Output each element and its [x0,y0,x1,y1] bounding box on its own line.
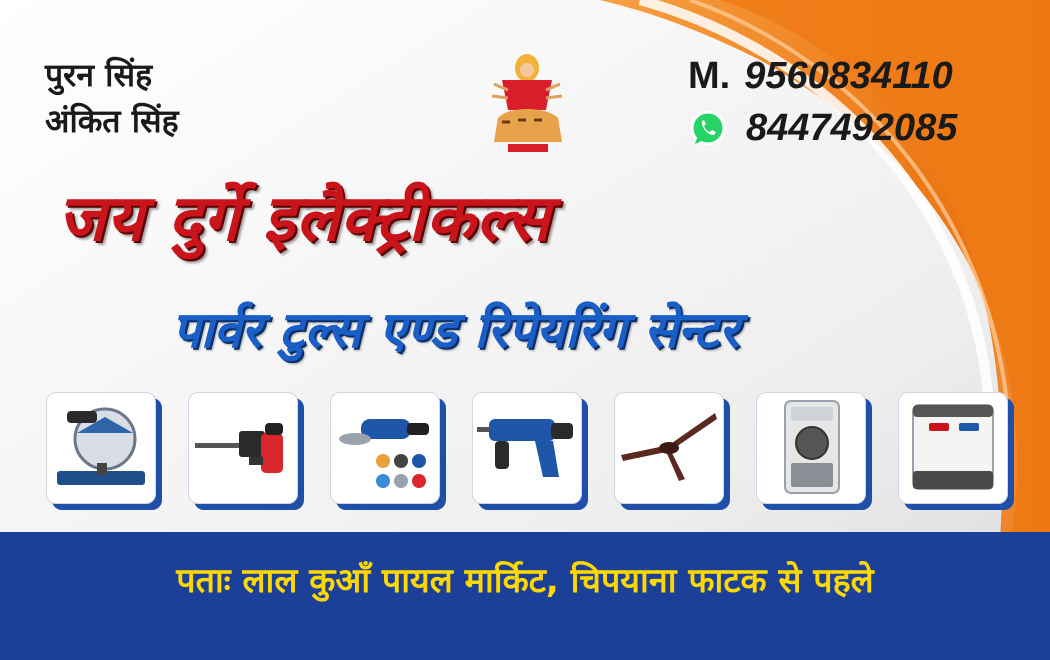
chop-saw-icon [47,393,155,503]
goddess-durga-icon [488,50,566,156]
product-card-air-cooler [756,392,866,504]
business-name: जय दुर्गे इलैक्ट्रीकल्स [58,182,551,256]
angle-grinder-icon [331,393,439,503]
product-card-chop-saw [46,392,156,504]
product-card-ceiling-fan [614,392,724,504]
product-card-washing-machine [898,392,1008,504]
product-card-angle-grinder [330,392,440,504]
ceiling-fan-icon [615,393,723,503]
business-tagline: पार्वर टुल्स एण्ड रिपेयरिंग सेन्टर [172,301,740,359]
address-text: पताः लाल कुआँ पायल मार्किट, चिपयाना फाटक से पहले [176,561,874,601]
owner-names [45,52,179,144]
owner-name: अंकित सिंह [45,102,179,140]
product-card-demolition-hammer [188,392,298,504]
whatsapp-icon [688,108,728,148]
whatsapp-row [688,102,957,154]
demolition-hammer-icon [189,393,297,503]
contact-block [688,50,957,154]
washing-machine-icon [899,393,1007,503]
product-card-rotary-hammer [472,392,582,504]
owner-name: पुरन सिंह [45,56,153,94]
product-row [46,392,1046,512]
mobile-row [688,50,957,102]
mobile-prefix: M. [688,54,731,97]
air-cooler-icon [757,393,865,503]
whatsapp-number[interactable]: 8447492085 [746,106,958,149]
rotary-hammer-icon [473,393,581,503]
mobile-number[interactable]: 9560834110 [744,54,953,97]
